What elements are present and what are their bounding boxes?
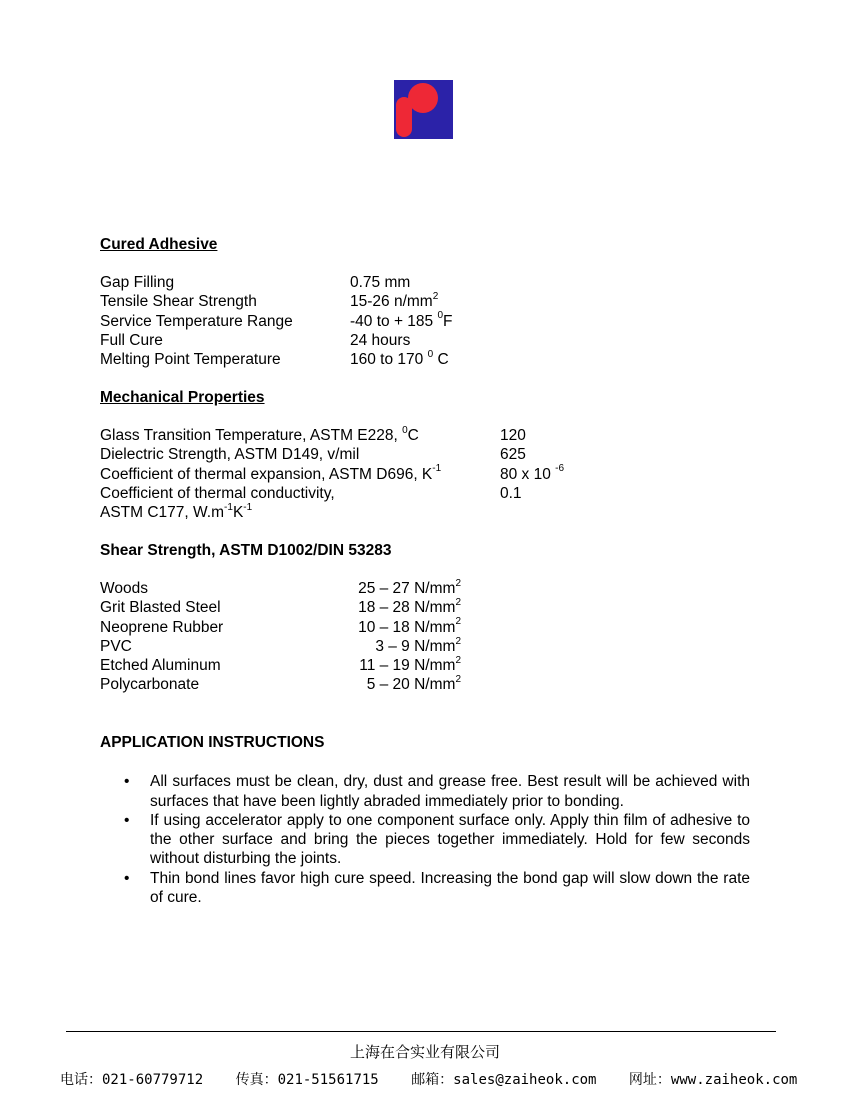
property-value: 24 hours bbox=[350, 331, 411, 349]
property-label: Dielectric Strength, ASTM D149, v/mil bbox=[100, 446, 360, 464]
footer-phone: 电话：021-60779712 bbox=[60, 1072, 204, 1088]
footer-divider bbox=[66, 1031, 776, 1032]
property-row bbox=[100, 465, 800, 484]
application-instructions-section bbox=[100, 733, 800, 907]
material-label: Grit Blasted Steel bbox=[100, 599, 221, 617]
material-label: Polycarbonate bbox=[100, 676, 200, 694]
mechanical-properties-section bbox=[100, 388, 800, 522]
property-label: Tensile Shear Strength bbox=[100, 293, 257, 311]
property-label-continued: ASTM C177, $W.m^{-1}K^{-1}$ bbox=[100, 501, 253, 521]
shear-value: 10 – 18 $N/mm^2$ bbox=[358, 616, 461, 636]
list-item: • If using accelerator apply to one component surface only. Apply thin film of adhesive to the other surface and bring the pieces together immediately. Hold for few seconds without disturbing the joints. bbox=[124, 811, 750, 868]
property-row bbox=[100, 312, 800, 331]
bullet-icon: • bbox=[124, 811, 130, 829]
property-value: 0.1 bbox=[500, 484, 522, 502]
property-value: 80 x 10 $^{-6}$ bbox=[500, 463, 565, 483]
property-label: Coefficient of thermal conductivity, bbox=[100, 484, 335, 502]
footer-fax: 传真：021-51561715 bbox=[235, 1072, 379, 1088]
footer-contact-line bbox=[60, 1071, 797, 1090]
shear-row bbox=[100, 598, 800, 617]
instructions-list bbox=[100, 772, 800, 907]
shear-row bbox=[100, 656, 800, 675]
shear-row bbox=[100, 675, 800, 694]
cured-adhesive-heading: Cured Adhesive bbox=[100, 236, 218, 253]
shear-value: 11 – 19 $N/mm^2$ bbox=[359, 654, 461, 674]
shear-row bbox=[100, 579, 800, 598]
shear-value: 25 – 27 $N/mm^2$ bbox=[358, 578, 461, 598]
property-row bbox=[100, 484, 800, 503]
property-value: 625 bbox=[500, 446, 526, 464]
shear-value: 5 – 20 $N/mm^2$ bbox=[366, 673, 461, 694]
property-row bbox=[100, 273, 800, 292]
property-value: 15-26 $n/mm^2$ bbox=[350, 291, 439, 311]
bullet-icon: • bbox=[124, 773, 130, 791]
shear-row bbox=[100, 637, 800, 656]
property-label: Coefficient of thermal expansion, ASTM D696, $K^{-1}$ bbox=[100, 463, 442, 483]
logo-bowl bbox=[408, 83, 438, 113]
list-item: • All surfaces must be clean, dry, dust and grease free. Best result will be achieved with surfaces that have been lightly abraded immediately prior to bonding. bbox=[124, 773, 750, 810]
cured-adhesive-section bbox=[100, 235, 800, 369]
property-label: Full Cure bbox=[100, 331, 163, 349]
footer-website[interactable]: 网址：www.zaiheok.com bbox=[628, 1072, 798, 1088]
company-logo bbox=[394, 80, 453, 139]
property-row bbox=[100, 331, 800, 350]
property-row bbox=[100, 350, 800, 369]
property-row bbox=[100, 426, 800, 445]
property-value: -40 to + 185 $^0$F bbox=[350, 310, 453, 330]
shear-strength-heading: Shear Strength, ASTM D1002/DIN 53283 bbox=[100, 542, 392, 559]
footer-company-name: 上海在合实业有限公司 bbox=[349, 1043, 500, 1061]
property-value: 160 to 170 $^0$ C bbox=[350, 348, 449, 368]
material-label: Neoprene Rubber bbox=[100, 618, 224, 636]
property-row bbox=[100, 503, 800, 522]
application-instructions-heading: APPLICATION INSTRUCTIONS bbox=[100, 734, 325, 751]
property-label: Melting Point Temperature bbox=[100, 350, 281, 368]
property-value: 0.75 mm bbox=[350, 274, 411, 292]
property-label: Gap Filling bbox=[100, 274, 175, 292]
shear-value: 3 – 9 $N/mm^2$ bbox=[375, 635, 461, 655]
property-label: Service Temperature Range bbox=[100, 312, 293, 330]
bullet-icon: • bbox=[124, 869, 130, 887]
shear-strength-section bbox=[100, 541, 800, 694]
footer-email[interactable]: 邮箱：sales@zaiheok.com bbox=[411, 1072, 597, 1088]
material-label: Woods bbox=[100, 580, 148, 598]
shear-row bbox=[100, 618, 800, 637]
shear-value: 18 – 28 $N/mm^2$ bbox=[358, 597, 461, 617]
property-row bbox=[100, 292, 800, 311]
property-label: Glass Transition Temperature, ASTM E228, $^0$C bbox=[100, 425, 419, 445]
material-label: Etched Aluminum bbox=[100, 656, 221, 674]
list-item: • Thin bond lines favor high cure speed. Increasing the bond gap will slow down the rate of cure. bbox=[124, 869, 750, 906]
property-row bbox=[100, 445, 800, 464]
property-value: 120 bbox=[500, 427, 526, 445]
mechanical-properties-heading: Mechanical Properties bbox=[100, 389, 265, 406]
material-label: PVC bbox=[100, 637, 132, 655]
